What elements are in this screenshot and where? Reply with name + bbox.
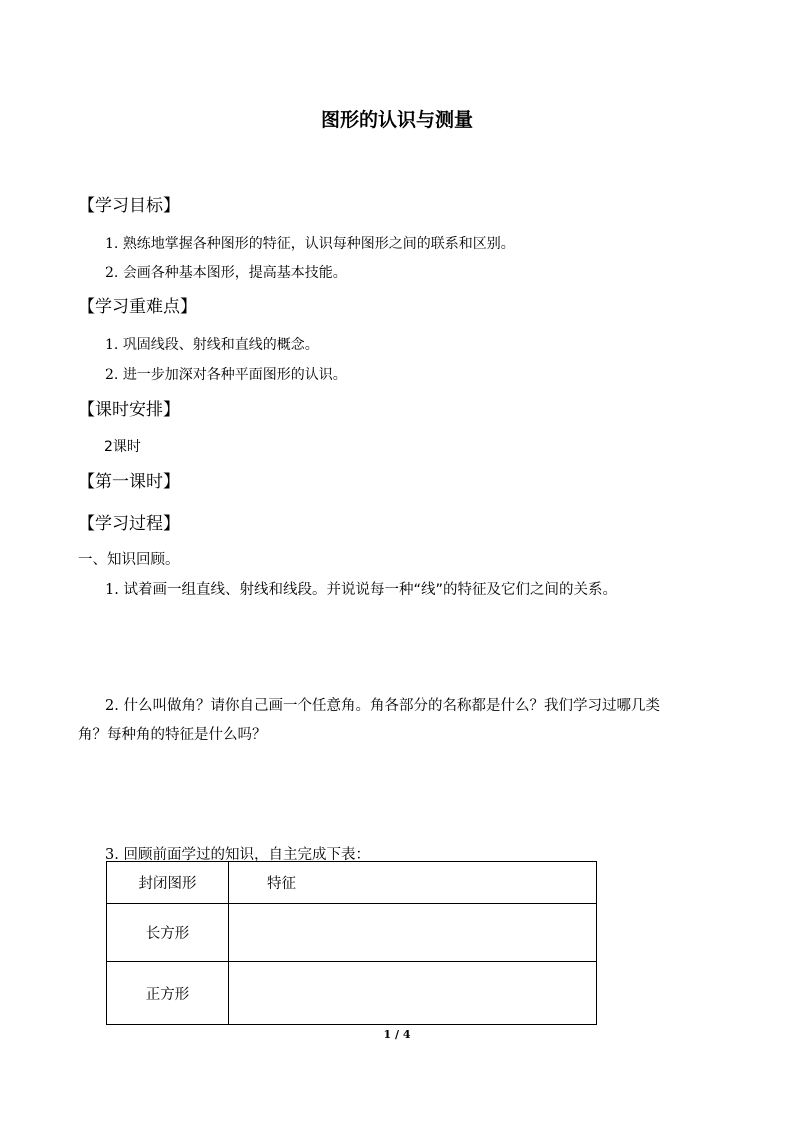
question-1-text: 试着画一组直线、射线和线段。并说说每一种“线”的特征及它们之间的关系。 bbox=[123, 582, 617, 598]
question-2-line-1 bbox=[105, 694, 660, 715]
question-2-number: 2. bbox=[105, 698, 119, 714]
key-point-item-1 bbox=[105, 334, 319, 354]
document-title: 图形的认识与测量 bbox=[320, 109, 473, 131]
page-number: 1 / 4 bbox=[383, 1028, 411, 1041]
question-3-text: 回顾前面学过的知识，自主完成下表： bbox=[123, 847, 370, 863]
key-points-heading: 【学习重难点】 bbox=[78, 297, 197, 317]
table-header-feature: 特征 bbox=[229, 862, 597, 904]
key-point-1-number: 1. bbox=[105, 337, 119, 353]
objective-1-number: 1. bbox=[105, 236, 119, 252]
question-3-number: 3. bbox=[105, 847, 119, 863]
table-row bbox=[107, 904, 597, 962]
schedule-value: 2课时 bbox=[104, 439, 141, 455]
question-2-text-line-1: 什么叫做角？请你自己画一个任意角。角各部分的名称都是什么？我们学习过哪几类 bbox=[123, 698, 660, 714]
shape-features-table bbox=[106, 861, 597, 1025]
key-point-1-text: 巩固线段、射线和直线的概念。 bbox=[122, 337, 319, 353]
process-heading: 【学习过程】 bbox=[78, 514, 180, 534]
table-cell-feature[interactable] bbox=[229, 904, 597, 962]
table-row bbox=[107, 962, 597, 1025]
schedule-heading: 【课时安排】 bbox=[78, 400, 180, 420]
part-one-label: 一、知识回顾。 bbox=[78, 552, 180, 568]
objective-1-text: 熟练地掌握各种图形的特征，认识每种图形之间的联系和区别。 bbox=[122, 236, 515, 252]
question-2-text-line-2: 角？每种角的特征是什么吗？ bbox=[78, 727, 267, 743]
table-header-row bbox=[107, 862, 597, 904]
key-point-item-2 bbox=[105, 364, 347, 384]
table-header-shape: 封闭图形 bbox=[107, 862, 229, 904]
table-cell-shape: 正方形 bbox=[107, 962, 229, 1025]
objective-2-text: 会画各种基本图形，提高基本技能。 bbox=[122, 265, 347, 281]
objective-item-2 bbox=[105, 262, 347, 282]
key-point-2-number: 2. bbox=[105, 367, 119, 383]
objectives-heading: 【学习目标】 bbox=[78, 196, 180, 216]
objective-2-number: 2. bbox=[105, 265, 119, 281]
table-cell-shape: 长方形 bbox=[107, 904, 229, 962]
objective-item-1 bbox=[105, 233, 515, 253]
question-1-number: 1. bbox=[105, 582, 119, 598]
first-lesson-heading: 【第一课时】 bbox=[78, 472, 180, 492]
table-cell-feature[interactable] bbox=[229, 962, 597, 1025]
question-1 bbox=[105, 578, 617, 599]
key-point-2-text: 进一步加深对各种平面图形的认识。 bbox=[122, 367, 347, 383]
